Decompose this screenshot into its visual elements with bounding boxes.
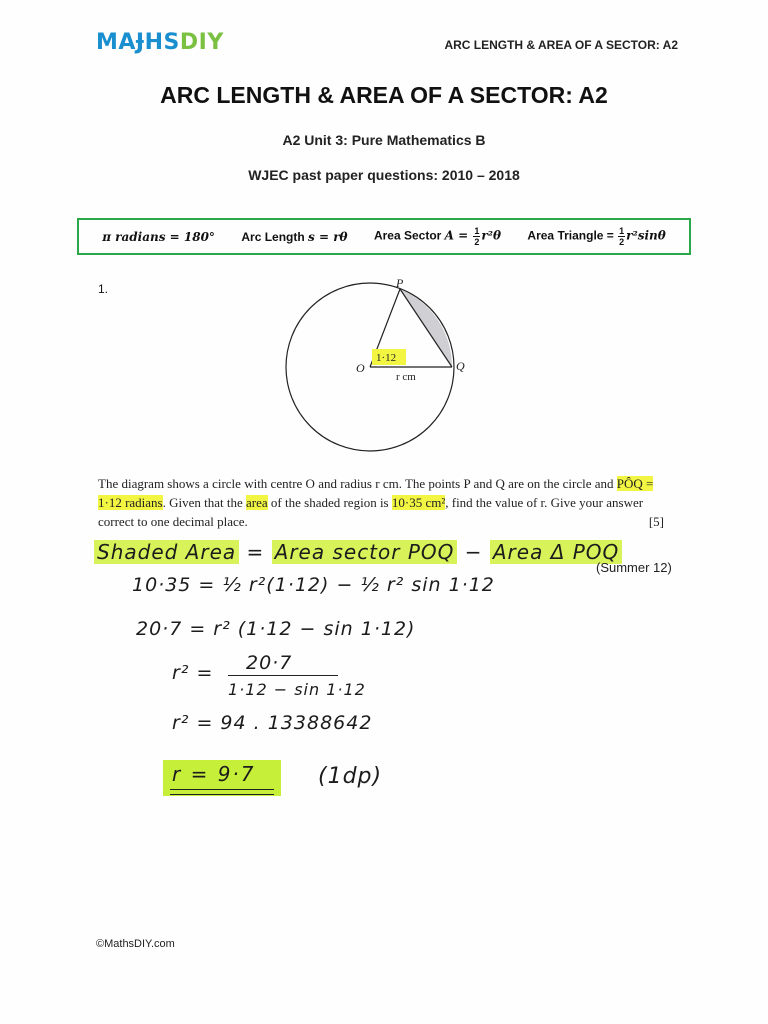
- label-o: O: [356, 361, 365, 375]
- arc-length-formula: Arc Length s = rθ: [241, 229, 348, 244]
- angle-label: 1·12: [376, 352, 397, 364]
- label-q: Q: [456, 359, 465, 373]
- working-line-4-numerator: 20·7: [246, 652, 293, 674]
- circle-diagram: [280, 275, 490, 460]
- final-answer: r = 9·7: [172, 762, 256, 786]
- answer-underline: [170, 789, 274, 790]
- copyright-footer: ©MathsDIY.com: [96, 938, 175, 950]
- area-sector-formula: Area Sector A = $\frac{1}{2}$ r²θ: [373, 226, 501, 247]
- working-line-1: Shaded Area = Area sector POQ − Area Δ POQ: [94, 540, 622, 564]
- answer-underline: [170, 794, 274, 795]
- radians-formula: π radians = 180°: [102, 229, 215, 244]
- running-header: ARC LENGTH & AREA OF A SECTOR: A2: [444, 38, 678, 52]
- unit-subtitle: A2 Unit 3: Pure Mathematics B: [282, 132, 486, 148]
- mathsdiy-logo: MAɈHSDIY: [96, 30, 224, 55]
- working-line-4-lhs: r² =: [172, 662, 214, 684]
- label-p: P: [396, 276, 404, 290]
- fraction-bar: [228, 675, 338, 676]
- half-fraction: $\frac{1}{2}$: [474, 226, 480, 247]
- working-line-4-denominator: 1·12 − sin 1·12: [228, 680, 366, 699]
- half-fraction: $\frac{1}{2}$: [619, 226, 625, 247]
- value-highlight-text: 10·35 cm²: [391, 495, 446, 510]
- formula-box: [77, 218, 691, 255]
- area-triangle-formula: Area Triangle = $\frac{1}{2}$ r²sinθ: [527, 226, 666, 247]
- source-note: (Summer 12): [596, 560, 672, 575]
- answer-note: (1dp): [318, 764, 383, 789]
- page-title: ARC LENGTH & AREA OF A SECTOR: A2: [160, 82, 608, 108]
- angle-highlight-text: PÔQ = 1·12 radians: [98, 476, 654, 510]
- question-text: The diagram shows a circle with centre O and radius r cm. The points P and Q are on the circle and PÔQ = 1·12 radians. Given that the area of the shaded region is 10·35 cm², find the value of r. Give your answer correct to one decimal place. [5]: [98, 476, 664, 529]
- working-line-2: 10·35 = ½ r²(1·12) − ½ r² sin 1·12: [132, 574, 495, 596]
- working-line-3: 20·7 = r² (1·12 − sin 1·12): [136, 618, 416, 640]
- source-subtitle: WJEC past paper questions: 2010 – 2018: [248, 167, 520, 183]
- marks-label: [5]: [648, 514, 664, 529]
- label-radius: r cm: [396, 371, 416, 383]
- question-number: 1.: [98, 282, 109, 296]
- working-line-5: r² = 94 . 13388642: [172, 712, 373, 734]
- area-highlight-text: area: [246, 495, 268, 510]
